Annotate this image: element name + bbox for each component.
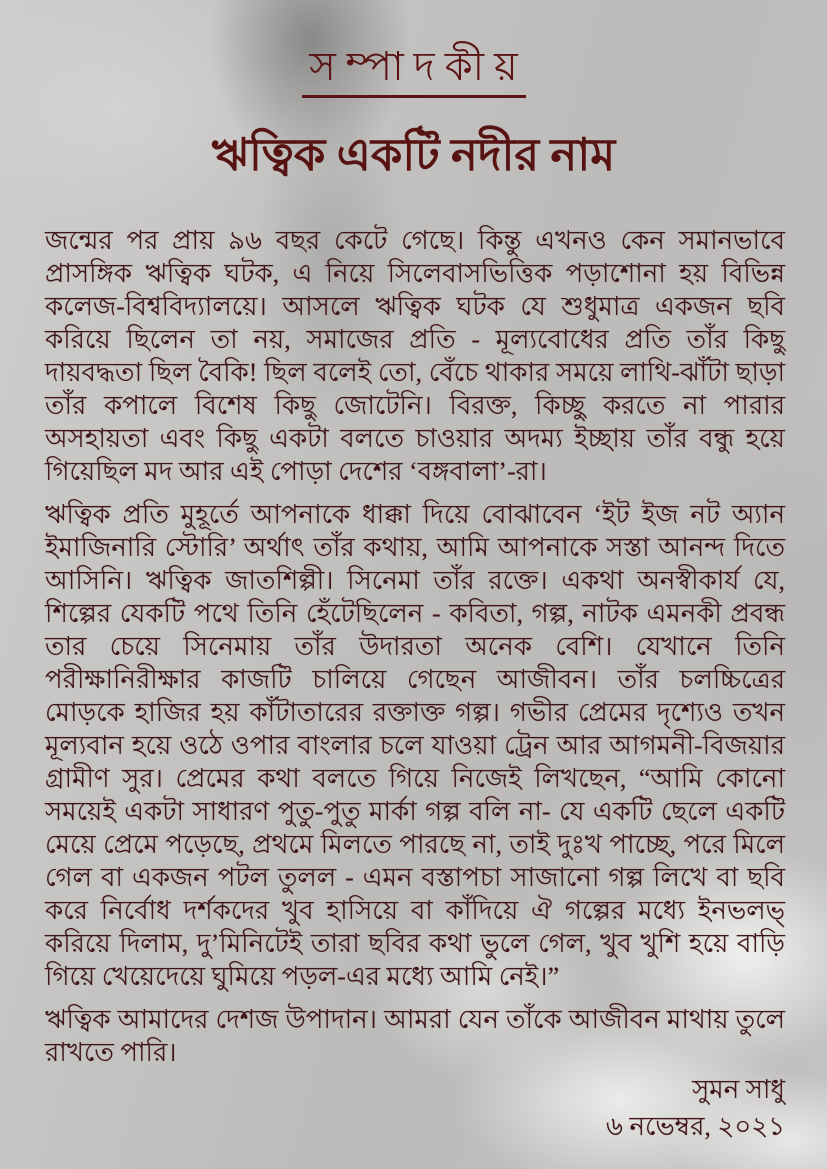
masthead [0,0,827,181]
article-paragraph-1: জন্মের পর প্রায় ৯৬ বছর কেটে গেছে। কিন্তু এখনও কেন সমানভাবে প্রাসঙ্গিক ঋত্বিক ঘটক, এ নিয়ে সিলেবাসভিত্তিক পড়াশোনা হয় বিভিন্ন কলেজ-বিশ্ববিদ্যালয়ে। আসলে ঋত্বিক ঘটক যে শুধুমাত্র একজন ছবি করিয়ে ছিলেন তা নয়, সমাজের প্রতি - মূল্যবোধের প্রতি তাঁর কিছু দায়বদ্ধতা ছিল বৈকি! ছিল বলেই তো, বেঁচে থাকার সময়ে লাথি-ঝাঁটা ছাড়া তাঁর কপালে বিশেষ কিছু জোটেনি। বিরক্ত, কিচ্ছু করতে না পারার অসহায়তা এবং কিছু একটা বলতে চাওয়ার অদম্য ইচ্ছায় তাঁর বন্ধু হয়ে গিয়েছিল মদ আর এই পোড়া দেশের ‘বঙ্গবালা’-রা। [45,225,785,486]
signature-block [45,1071,785,1145]
publication-date: ৬ নভেম্বর, ২০২১ [606,1111,785,1141]
section-label: স ম্পা দ কী য় [309,44,518,89]
article-paragraph-3: ঋত্বিক আমাদের দেশজ উপাদান। আমরা যেন তাঁকে আজীবন মাথায় তুলে রাখতে পারি। [45,1004,785,1067]
article-paragraph-2: ঋত্বিক প্রতি মুহূর্তে আপনাকে ধাক্কা দিয়ে বোঝাবেন ‘ইট ইজ নট অ্যান ইমাজিনারি স্টোরি’ অর্থাৎ তাঁর কথায়, আমি আপনাকে সস্তা আনন্দ দিতে আসিনি। ঋত্বিক জাতশিল্পী। সিনেমা তাঁর রক্তে। একথা অনস্বীকার্য যে, শিল্পের যেকটি পথে তিনি হেঁটেছিলেন - কবিতা, গল্প, নাটক এমনকী প্রবন্ধ তার চেয়ে সিনেমায় তাঁর উদারতা অনেক বেশি। যেখানে তিনি পরীক্ষানিরীক্ষার কাজটি চালিয়ে গেছেন আজীবন। তাঁর চলচ্চিত্রের মোড়কে হাজির হয় কাঁটাতারের রক্তাক্ত গল্প। গভীর প্রেমের দৃশ্যেও তখন মূল্যবান হয়ে ওঠে ওপার বাংলার চলে যাওয়া ট্রেন আর আগমনী-বিজয়ার গ্রামীণ সুর। প্রেমের কথা বলতে গিয়ে নিজেই লিখছেন, “আমি কোনো সময়েই একটা সাধারণ পুতু-পুতু মার্কা গল্প বলি না- যে একটি ছেলে একটি মেয়ে প্রেমে পড়েছে, প্রথমে মিলতে পারছে না, তাই দুঃখ পাচ্ছে, পরে মিলে গেল বা একজন পটল তুলল - এমন বস্তাপচা সাজানো গল্প লিখে বা ছবি করে নির্বোধ দর্শকদের খুব হাসিয়ে বা কাঁদিয়ে ঐ গল্পের মধ্যে ইনভলভ্ করিয়ে দিলাম, দু’মিনিটেই তারা ছবির কথা ভুলে গেল, খুব খুশি হয়ে বাড়ি গিয়ে খেয়েদেয়ে ঘুমিয়ে পড়ল-এর মধ্যে আমি নেই।” [45,499,785,991]
byline: সুমন সাধু [692,1074,785,1104]
section-underline [302,95,526,98]
article-body [45,224,785,1069]
article-title: ঋত্বিক একটি নদীর নাম [211,130,616,180]
